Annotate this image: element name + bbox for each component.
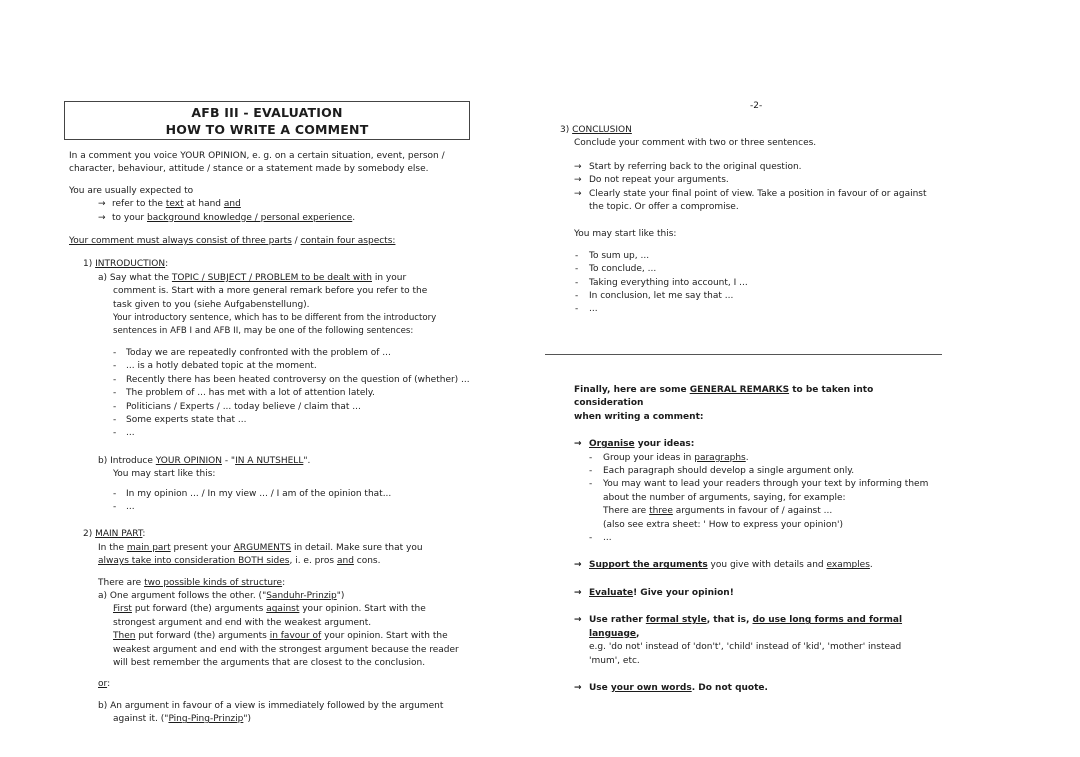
- arrow-icon: →: [574, 175, 582, 186]
- structure-b: b) An argument in favour of a view is immediately followed by the argument: [98, 700, 444, 711]
- title-line-2: HOW TO WRITE A COMMENT: [165, 122, 369, 137]
- phrase-item: - Taking everything into account, I ...: [575, 277, 748, 288]
- list-item: - ... is a hotly debated topic at the moment.: [113, 361, 317, 372]
- first-line-2: strongest argument and end with the weakest argument.: [113, 617, 372, 628]
- remarks-line-2: when writing a comment:: [574, 411, 704, 422]
- main-part-line: In the main part present your ARGUMENTS in detail. Make sure that you: [98, 542, 423, 553]
- expect-item: → to your background knowledge / personal experience.: [69, 212, 479, 225]
- main-part-line: always take into consideration BOTH sides, i. e. pros and cons.: [98, 556, 381, 567]
- arrow-icon: →: [574, 161, 582, 172]
- page-number: -2-: [750, 101, 763, 111]
- formal-item: → Use rather formal style, that is, do use long forms and formal language,: [574, 614, 944, 641]
- expected-text: You are usually expected to: [69, 185, 194, 196]
- organise-cont: There are three arguments in favour of / against ...: [603, 506, 833, 517]
- intro-line: character, behaviour, attitude / stance or a statement made by somebody else.: [69, 164, 429, 175]
- title-box: [64, 101, 470, 140]
- first-line: First put forward (the) arguments against your opinion. Start with the: [113, 604, 426, 615]
- intro-a-line: task given to you (siehe Aufgabenstellung).: [113, 299, 310, 310]
- conclusion-line: Conclude your comment with two or three sentences.: [574, 138, 817, 149]
- arrow-icon: →: [574, 682, 582, 693]
- general-remarks: [574, 384, 944, 695]
- conclusion-start: You may start like this:: [574, 229, 677, 240]
- intro-note-line: Your introductory sentence, which has to be different from the introductory: [113, 313, 437, 324]
- phrase-item: - ...: [575, 304, 598, 315]
- evaluate-item: → Evaluate! Give your opinion!: [574, 587, 944, 600]
- right-column: [560, 124, 945, 317]
- intro-b: b) Introduce YOUR OPINION - "IN A NUTSHELL".: [98, 455, 311, 466]
- conclusion-item: → Do not repeat your arguments.: [560, 174, 945, 187]
- intro-note-line: sentences in AFB I and AFB II, may be one of the following sentences:: [113, 326, 414, 337]
- intro-line: In a comment you voice YOUR OPINION, e. g. on a certain situation, event, person /: [69, 151, 445, 161]
- organise-cont: (also see extra sheet: ' How to express your opinion'): [603, 519, 844, 530]
- section-introduction-heading: 1) INTRODUCTION:: [83, 259, 169, 270]
- arrow-icon: →: [574, 615, 582, 626]
- then-line-3: will best remember the arguments that are closest to the conclusion.: [113, 658, 426, 668]
- title-line-1: AFB III - EVALUATION: [191, 105, 343, 120]
- arrow-icon: →: [98, 199, 106, 210]
- arrow-icon: →: [574, 560, 582, 571]
- conclusion-item-cont: the topic. Or offer a compromise.: [589, 202, 739, 213]
- intro-a: a) Say what the TOPIC / SUBJECT / PROBLEM to be dealt with in your: [98, 272, 407, 283]
- own-words-item: → Use your own words. Do not quote.: [574, 682, 944, 695]
- or-label: or:: [98, 679, 111, 690]
- conclusion-item: → Clearly state your final point of view. Take a position in favour of or against: [560, 188, 945, 201]
- divider: [545, 354, 942, 355]
- list-item: - Some experts state that ...: [113, 414, 247, 425]
- list-item: - The problem of ... has met with a lot of attention lately.: [113, 388, 375, 399]
- phrase-item: - In conclusion, let me say that ...: [575, 291, 734, 302]
- structure-line: There are two possible kinds of structure:: [98, 577, 286, 588]
- then-line-2: weakest argument and end with the strongest argument because the reader: [113, 644, 459, 655]
- intro-a-line: comment is. Start with a more general remark before you refer to the: [113, 286, 428, 297]
- arrow-icon: →: [574, 439, 582, 450]
- formal-line-3: 'mum', etc.: [589, 655, 640, 666]
- structure-note: Your comment must always consist of three parts / contain four aspects:: [69, 236, 396, 247]
- list-item: - ...: [113, 428, 135, 439]
- arrow-icon: →: [574, 587, 582, 598]
- organise-item: - Group your ideas in paragraphs.: [589, 452, 749, 463]
- phrase-item: - To conclude, ...: [575, 264, 657, 275]
- organise-item: - Each paragraph should develop a single argument only.: [589, 466, 855, 477]
- list-item: - In my opinion ... / In my view ... / I am of the opinion that...: [113, 488, 392, 499]
- structure-b-line-2: against it. ("Ping-Ping-Prinzip"): [113, 714, 251, 725]
- then-line: Then put forward (the) arguments in favour of your opinion. Start with the: [113, 631, 448, 642]
- conclusion-item: → Start by referring back to the original question.: [560, 161, 945, 174]
- section-conclusion-heading: 3) CONCLUSION: [560, 125, 632, 135]
- arrow-icon: →: [98, 212, 106, 223]
- intro-b-start: You may start like this:: [113, 469, 216, 480]
- expect-item: → refer to the text at hand and: [69, 198, 479, 211]
- formal-line-2: e.g. 'do not' instead of 'don't', 'child' instead of 'kid', 'mother' instead: [589, 642, 902, 653]
- left-column: [69, 150, 479, 727]
- list-item: - Today we are repeatedly confronted with the problem of ...: [113, 347, 391, 358]
- list-item: - Politicians / Experts / ... today believe / claim that ...: [113, 401, 361, 412]
- section-main-part-heading: 2) MAIN PART:: [83, 529, 146, 540]
- organise-item: - ...: [589, 533, 612, 544]
- structure-a: a) One argument follows the other. ("Sanduhr-Prinzip"): [98, 590, 345, 601]
- list-item: - Recently there has been heated controversy on the question of (whether) ...: [113, 374, 470, 385]
- organise-heading: → Organise your ideas:: [574, 438, 944, 451]
- phrase-item: - To sum up, ...: [575, 250, 650, 261]
- organise-item: - You may want to lead your readers through your text by informing them: [589, 479, 929, 490]
- support-item: → Support the arguments you give with details and examples.: [574, 559, 944, 572]
- list-item: - ...: [113, 501, 135, 512]
- arrow-icon: →: [574, 188, 582, 199]
- organise-cont: about the number of arguments, saying, for example:: [603, 492, 846, 503]
- remarks-line: Finally, here are some GENERAL REMARKS to be taken into consideration: [574, 385, 874, 409]
